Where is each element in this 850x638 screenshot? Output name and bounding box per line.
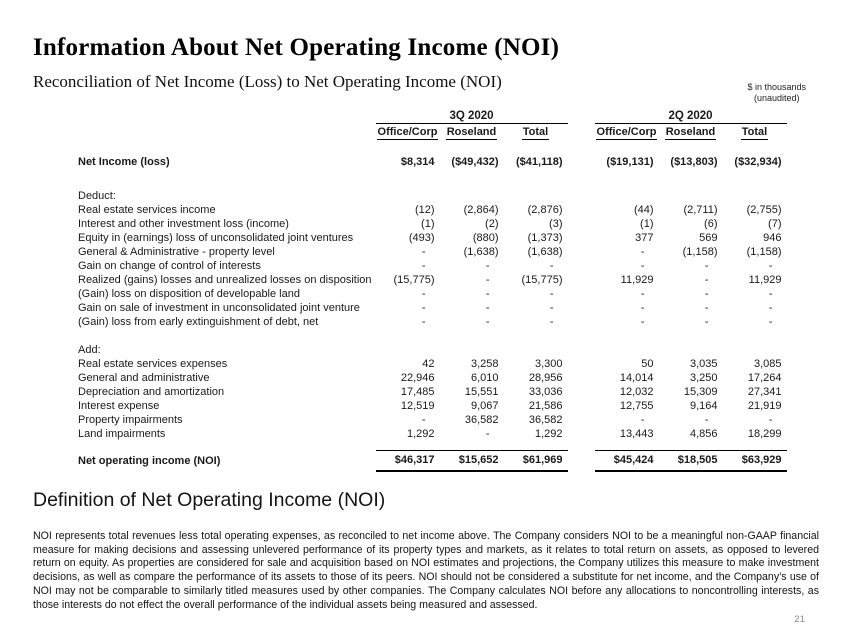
header-gap-row (78, 141, 787, 155)
cell-value (504, 169, 568, 189)
cell-value: - (421, 246, 426, 258)
row-label: Depreciation and amortization (78, 386, 225, 398)
cell-value: (12) (414, 204, 435, 216)
table-row-total (78, 450, 787, 471)
cell-value: 11,929 (620, 274, 654, 286)
cell-value: ($32,934) (734, 156, 782, 168)
cell-value: $15,652 (440, 450, 504, 471)
column-spacer (568, 385, 595, 399)
cell-value: (3) (549, 218, 563, 230)
cell-value: - (768, 260, 773, 272)
row-label: Net operating income (NOI) (78, 454, 221, 467)
cell-value: - (640, 246, 645, 258)
table-row (78, 427, 787, 441)
row-label: Net Income (loss) (78, 156, 170, 168)
cell-value: 28,956 (528, 372, 563, 384)
table-row (78, 287, 787, 301)
cell-value (376, 189, 440, 203)
row-label: Gain on change of control of interests (78, 260, 261, 272)
cell-value: 42 (422, 358, 435, 370)
cell-value: (1) (421, 218, 435, 230)
cell-value: - (485, 288, 490, 300)
column-header: Total (741, 126, 768, 138)
column-spacer (568, 371, 595, 385)
cell-value: - (768, 414, 773, 426)
column-spacer (568, 231, 595, 245)
cell-value (440, 169, 504, 189)
column-spacer (568, 203, 595, 217)
cell-value: (2,876) (527, 204, 563, 216)
cell-value (659, 441, 723, 450)
cell-value: - (485, 260, 490, 272)
cell-value: - (549, 260, 554, 272)
row-label: Real estate services expenses (78, 358, 228, 370)
table-row-section (78, 189, 787, 203)
definition-body: NOI represents total revenues less total operating expenses, as reconciled to net income above. The Company considers NOI to be a meaningful non-GAAP financial measure for making decisions and assessing unlevered performance of its property types and markets, as it relates to total return on assets, as opposed to levered return on equity. As properties are considered for sale and acquisition based on NOI estimates and projections, the Company utilizes this measure to make investment decisions, as well as compare the performance of its assets to those of its peers. NOI should not be considered a substitute for net income, and the Company’s use of NOI may not be comparable to similarly titled measures used by other companies. The Company calculates NOI before any allocations to noncontrolling interests, as those interests do not effect the overall performance of the individual assets being measured and assessed. (33, 530, 819, 611)
cell-value: $46,317 (376, 450, 440, 471)
cell-value: - (549, 316, 554, 328)
cell-value: 12,519 (400, 400, 435, 412)
row-label: Gain on sale of investment in unconsolidated joint venture (78, 302, 360, 314)
cell-value: ($49,432) (451, 156, 499, 168)
row-label: General & Administrative - property level (78, 246, 275, 258)
cell-value: 22,946 (400, 372, 435, 384)
row-label: Land impairments (78, 428, 166, 440)
row-label: Realized (gains) losses and unrealized losses on disposition (78, 274, 372, 286)
period-header-3q: 3Q 2020 (376, 110, 568, 124)
cell-value: (1,158) (682, 246, 718, 258)
cell-value: 377 (635, 232, 654, 244)
cell-value: 3,258 (470, 358, 499, 370)
table-row (78, 259, 787, 273)
cell-value: 17,264 (747, 372, 782, 384)
cell-value: $18,505 (659, 450, 723, 471)
cell-value (723, 169, 787, 189)
column-spacer (568, 427, 595, 441)
column-header-row (78, 124, 787, 142)
row-label: Real estate services income (78, 204, 216, 216)
table-row (78, 413, 787, 427)
cell-value: 21,919 (747, 400, 782, 412)
column-header: Office/Corp (377, 126, 438, 138)
cell-value: 14,014 (619, 372, 654, 384)
cell-value: (6) (704, 218, 718, 230)
cell-value: 12,755 (619, 400, 654, 412)
cell-value: (493) (408, 232, 435, 244)
row-label: Interest and other investment loss (income) (78, 218, 289, 230)
row-label: (Gain) loss on disposition of developable land (78, 288, 300, 300)
cell-value (376, 169, 440, 189)
cell-value: $63,929 (723, 450, 787, 471)
table-row (78, 231, 787, 245)
cell-value (659, 329, 723, 343)
cell-value: (15,775) (393, 274, 435, 286)
cell-value (440, 343, 504, 357)
row-label: General and administrative (78, 372, 210, 384)
cell-value (504, 441, 568, 450)
column-spacer (568, 189, 595, 203)
column-spacer (568, 259, 595, 273)
cell-value: ($19,131) (606, 156, 654, 168)
period-header-row (78, 110, 787, 124)
cell-value: 17,485 (400, 386, 435, 398)
cell-value: 1,292 (534, 428, 563, 440)
cell-value: (1,638) (527, 246, 563, 258)
noi-table-body (78, 155, 787, 471)
cell-value: 36,582 (528, 414, 563, 426)
cell-value: 6,010 (470, 372, 499, 384)
table-row (78, 245, 787, 259)
cell-value (376, 343, 440, 357)
units-note (747, 82, 806, 104)
cell-value: 27,341 (747, 386, 782, 398)
cell-value: (1) (640, 218, 654, 230)
cell-value: (2) (485, 218, 499, 230)
noi-reconciliation-table (78, 110, 787, 472)
cell-value (376, 329, 440, 343)
table-row-blank (78, 329, 787, 343)
cell-value: - (768, 288, 773, 300)
cell-value (659, 169, 723, 189)
row-label (78, 441, 376, 450)
row-label: Equity in (earnings) loss of unconsolidated joint ventures (78, 232, 354, 244)
table-row (78, 357, 787, 371)
cell-value: - (640, 414, 645, 426)
cell-value: - (640, 288, 645, 300)
column-spacer (568, 399, 595, 413)
cell-value (723, 189, 787, 203)
cell-value: 21,586 (528, 400, 563, 412)
row-label (78, 329, 376, 343)
column-header: Office/Corp (596, 126, 657, 138)
cell-value: (880) (472, 232, 499, 244)
cell-value: - (640, 260, 645, 272)
page-title: Information About Net Operating Income (NOI) (33, 34, 560, 61)
cell-value: 3,250 (689, 372, 718, 384)
column-spacer (568, 441, 595, 450)
cell-value: 3,300 (534, 358, 563, 370)
cell-value: 13,443 (619, 428, 654, 440)
column-spacer (568, 245, 595, 259)
units-note-line1: $ in thousands (747, 82, 806, 92)
cell-value: (44) (633, 204, 654, 216)
cell-value: - (704, 288, 709, 300)
cell-value: 3,085 (753, 358, 782, 370)
cell-value: - (704, 260, 709, 272)
cell-value: 15,309 (683, 386, 718, 398)
header-spacer (78, 124, 376, 142)
cell-value: (1,158) (746, 246, 782, 258)
column-header: Roseland (665, 126, 716, 138)
cell-value: - (549, 288, 554, 300)
page-subtitle: Reconciliation of Net Income (Loss) to Net Operating Income (NOI) (33, 72, 502, 91)
column-spacer (568, 110, 595, 124)
units-note-line2: (unaudited) (753, 93, 800, 103)
cell-value (440, 189, 504, 203)
cell-value: 11,929 (748, 274, 782, 286)
cell-value: $8,314 (400, 156, 435, 168)
column-header: Total (522, 126, 549, 138)
cell-value: 9,164 (689, 400, 718, 412)
cell-value (659, 343, 723, 357)
table-row-blank (78, 169, 787, 189)
column-spacer (568, 169, 595, 189)
cell-value: - (704, 316, 709, 328)
column-spacer (568, 357, 595, 371)
column-spacer (568, 217, 595, 231)
column-spacer (568, 343, 595, 357)
cell-value: 9,067 (470, 400, 499, 412)
cell-value: 36,582 (464, 414, 499, 426)
cell-value (595, 343, 659, 357)
cell-value: 12,032 (619, 386, 654, 398)
cell-value: - (485, 316, 490, 328)
cell-value: - (640, 316, 645, 328)
cell-value: 4,856 (689, 428, 718, 440)
cell-value (440, 329, 504, 343)
cell-value: - (704, 274, 709, 286)
row-label: (Gain) loss from early extinguishment of debt, net (78, 316, 319, 328)
cell-value: - (768, 316, 773, 328)
cell-value (723, 343, 787, 357)
column-spacer (568, 273, 595, 287)
column-spacer (568, 287, 595, 301)
row-label: Property impairments (78, 414, 183, 426)
table-row-section (78, 343, 787, 357)
cell-value: - (421, 302, 426, 314)
cell-value: 569 (699, 232, 718, 244)
cell-value (595, 169, 659, 189)
cell-value: (2,864) (463, 204, 499, 216)
cell-value (595, 441, 659, 450)
cell-value: - (704, 414, 709, 426)
table-row (78, 385, 787, 399)
cell-value: - (421, 260, 426, 272)
cell-value: - (549, 302, 554, 314)
cell-value: 33,036 (528, 386, 563, 398)
cell-value: - (640, 302, 645, 314)
cell-value: - (704, 302, 709, 314)
table-row (78, 217, 787, 231)
cell-value: 50 (641, 358, 654, 370)
table-row (78, 301, 787, 315)
cell-value: 18,299 (747, 428, 782, 440)
cell-value (659, 189, 723, 203)
cell-value: - (768, 302, 773, 314)
cell-value (595, 189, 659, 203)
cell-value (504, 343, 568, 357)
cell-value (595, 329, 659, 343)
column-spacer (568, 155, 595, 169)
cell-value: $61,969 (504, 450, 568, 471)
cell-value: ($13,803) (670, 156, 718, 168)
column-spacer (568, 301, 595, 315)
table-row (78, 371, 787, 385)
cell-value (440, 441, 504, 450)
cell-value: (2,755) (746, 204, 782, 216)
cell-value (376, 441, 440, 450)
row-label: Add: (78, 344, 101, 356)
cell-value: (1,638) (463, 246, 499, 258)
cell-value: - (421, 288, 426, 300)
cell-value (504, 189, 568, 203)
cell-value (504, 329, 568, 343)
column-header: Roseland (446, 126, 497, 138)
cell-value: - (421, 414, 426, 426)
period-header-2q: 2Q 2020 (595, 110, 787, 124)
cell-value: 1,292 (406, 428, 435, 440)
row-label: Deduct: (78, 190, 116, 202)
cell-value: - (485, 302, 490, 314)
column-spacer (568, 450, 595, 471)
table-row (78, 155, 787, 169)
cell-value: 15,551 (464, 386, 499, 398)
row-label: Interest expense (78, 400, 160, 412)
table-row (78, 399, 787, 413)
column-spacer (568, 315, 595, 329)
cell-value: - (421, 316, 426, 328)
table-row (78, 315, 787, 329)
cell-value: 3,035 (689, 358, 718, 370)
cell-value: ($41,118) (516, 156, 563, 168)
cell-value (723, 329, 787, 343)
cell-value: - (485, 274, 490, 286)
cell-value: (2,711) (683, 204, 718, 216)
cell-value: (1,373) (527, 232, 563, 244)
table-row-blank (78, 441, 787, 450)
cell-value (723, 441, 787, 450)
column-spacer (568, 413, 595, 427)
column-spacer (568, 124, 595, 142)
cell-value: $45,424 (595, 450, 659, 471)
table-row (78, 273, 787, 287)
cell-value: - (485, 428, 490, 440)
column-spacer (568, 329, 595, 343)
header-spacer (78, 110, 376, 124)
definition-heading: Definition of Net Operating Income (NOI) (33, 489, 386, 511)
cell-value: (15,775) (521, 274, 563, 286)
cell-value: 946 (763, 232, 782, 244)
table-header (78, 110, 787, 155)
table-row (78, 203, 787, 217)
row-label (78, 169, 376, 189)
page-number: 21 (794, 614, 805, 625)
cell-value: (7) (768, 218, 782, 230)
